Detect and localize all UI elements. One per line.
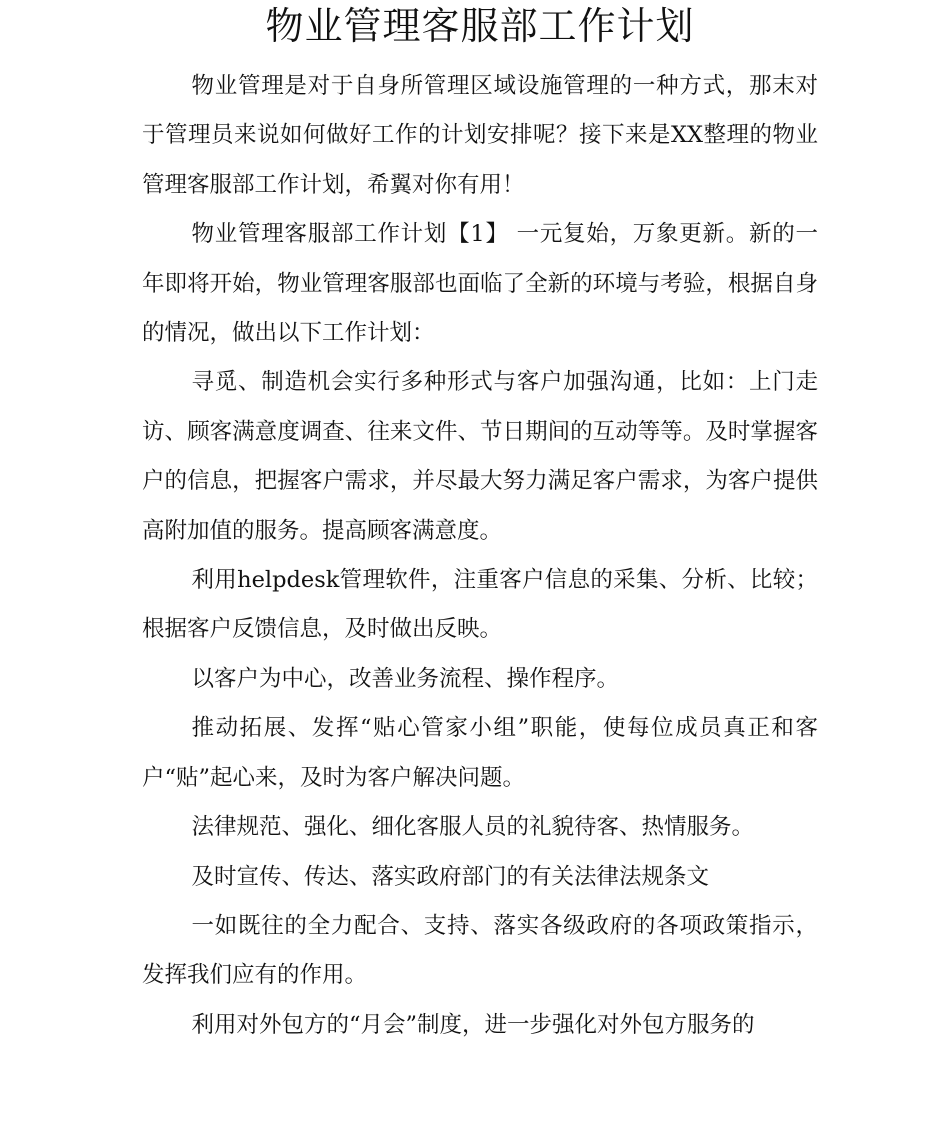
paragraph-plan-1-intro: 物业管理客服部工作计划【1】 一元复始，万象更新。新的一年即将开始，物业管理客服部也面临了全新的环境与考验，根据自身的情况，做出以下工作计划：	[142, 221, 818, 347]
document-title: 物业管理客服部工作计划	[265, 4, 695, 48]
paragraph-service-etiquette: 法律规范、强化、细化客服人员的礼貌待客、热情服务。	[191, 814, 755, 841]
paragraph-butler-group: 推动拓展、发挥“贴心管家小组”职能，使每位成员真正和客户“贴”起心来，及时为客户解决问题。	[142, 715, 818, 791]
paragraph-helpdesk: 利用helpdesk管理软件，注重客户信息的采集、分析、比较；根据客户反馈信息，及时做出反映。	[142, 567, 818, 643]
paragraph-regulations: 及时宣传、传达、落实政府部门的有关法律法规条文	[191, 863, 710, 890]
paragraph-government-policy: 一如既往的全力配合、支持、落实各级政府的各项政策指示，发挥我们应有的作用。	[142, 912, 818, 989]
document-body	[142, 62, 818, 1050]
paragraph-intro: 物业管理是对于自身所管理区域设施管理的一种方式，那末对于管理员来说如何做好工作的计划安排呢？接下来是XX整理的物业管理客服部工作计划，希翼对你有用！	[142, 73, 818, 198]
paragraph-customer-communication: 寻觅、制造机会实行多种形式与客户加强沟通，比如：上门走访、顾客满意度调查、往来文件、节日期间的互动等等。及时掌握客户的信息，把握客户需求，并尽最大努力满足客户需求，为客户提供高附加值的服务。提高顾客满意度。	[142, 369, 818, 544]
paragraph-customer-center: 以客户为中心，改善业务流程、操作程序。	[191, 665, 620, 692]
paragraph-monthly-meeting: 利用对外包方的“月会”制度，进一步强化对外包方服务的	[191, 1011, 755, 1038]
